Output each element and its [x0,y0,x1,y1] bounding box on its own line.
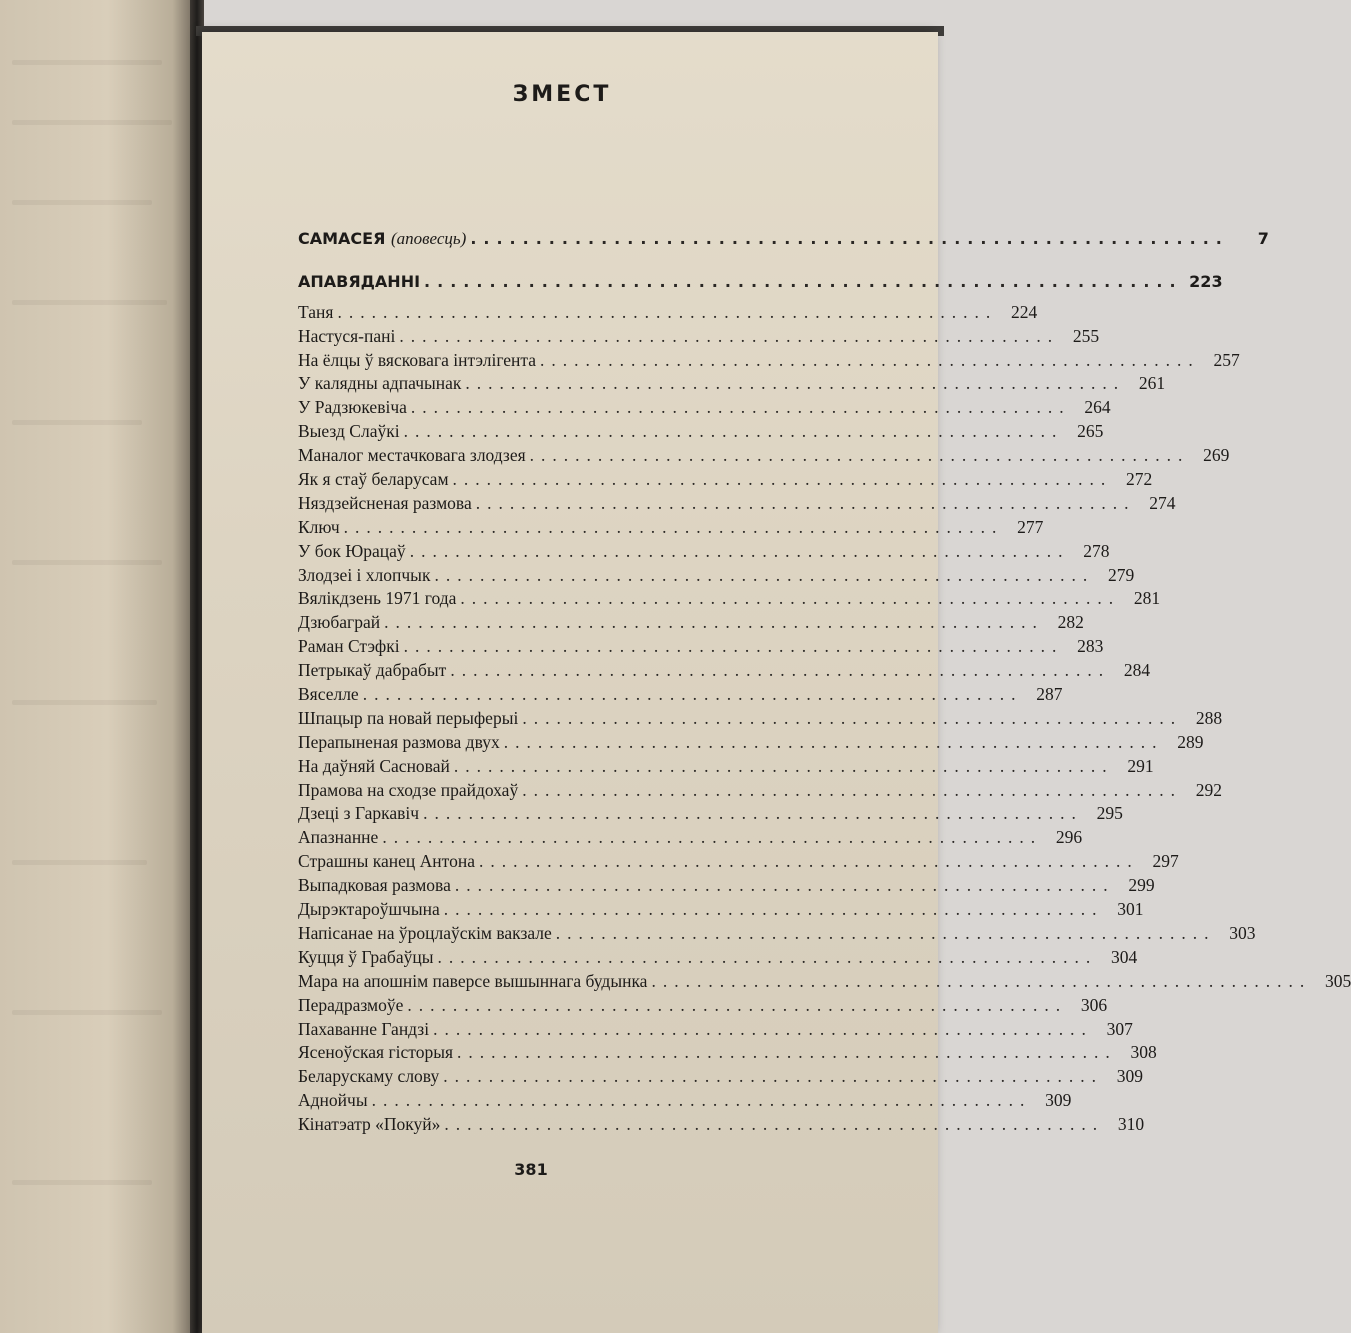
entry-page: 307 [1106,1018,1133,1039]
entry-title: Вялікдзень 1971 года [298,588,457,609]
section-page: 223 [1189,271,1223,291]
toc-entry-row [298,1089,1072,1113]
toc-entry-row [298,802,1123,826]
entry-title: Дырэктароўшчына [298,899,440,920]
entry-page: 284 [1123,660,1151,681]
entry-title: Ключ [298,516,340,537]
leader-dots: .......................................................... [433,1018,1093,1039]
entry-title: Выпадковая размова [298,875,451,896]
leader-dots: .......................................................... [423,803,1083,824]
entry-title: Напісанае на ўроцлаўскім вакзале [298,922,552,943]
entry-title: Шпацыр па новай перыферыі [298,707,519,728]
entry-title: Мара на апошнім паверсе вышыннага будынка [298,970,648,991]
leader-dots: .......................................................... [437,946,1098,967]
entry-title: У калядны адпачынак [298,373,462,394]
entry-title: Злодзеі і хлопчык [298,564,431,585]
leader-dots: .......................................................... [443,899,1104,920]
leader-dots: .......................................................... [478,851,1139,872]
toc-entry-row [298,826,1083,850]
leader-dots: .......................................................... [540,349,1200,370]
entry-title: Дзюбаграй [298,612,381,633]
leader-dots: .......................................................... [529,445,1190,466]
entry-page: 255 [1072,325,1100,346]
entry-page: 304 [1110,946,1138,967]
entry-title: Страшны канец Антона [298,851,475,872]
entry-title: Куцця ў Грабаўцы [298,946,434,967]
leader-dots: .......................................................... [460,588,1121,609]
entry-page: 306 [1080,994,1108,1015]
leader-dots: .......................................................... [403,636,1064,657]
entry-title: Няздзейсненая размова [298,492,472,513]
entry-title: Беларускаму слову [298,1066,440,1087]
entry-title: Апазнанне [298,827,379,848]
entry-page: 269 [1203,445,1230,466]
entry-title: На даўняй Сасновай [298,755,450,776]
entry-page: 301 [1117,899,1144,920]
leader-dots: .......................................................... [522,779,1182,800]
entry-page: 309 [1116,1066,1143,1087]
leader-dots: .......................................................... [407,994,1068,1015]
leader-dots: .......................................................... [470,229,1229,248]
entry-page: 289 [1177,731,1204,752]
table-of-contents [298,82,1351,1137]
leader-dots: .......................................................... [452,469,1113,490]
toc-section-row [298,227,1269,251]
toc-entry-row [298,444,1230,468]
entry-page: 299 [1128,875,1155,896]
entry-title: Кінатэатр «Покуй» [298,1114,441,1135]
leader-dots: .......................................................... [434,564,1095,585]
section-label: АПАВЯДАННІ [298,271,421,291]
leader-dots: .......................................................... [555,922,1216,943]
entry-title: Аднойчы [298,1090,368,1111]
entry-page: 292 [1195,779,1222,800]
entry-title: Ясеноўская гісторыя [298,1042,454,1063]
entry-title: Пахаванне Гандзі [298,1018,430,1039]
toc-entry-row [298,970,1351,994]
leader-dots: .......................................................... [384,612,1044,633]
leader-dots: .......................................................... [475,492,1136,513]
toc-entries [298,301,1351,1137]
entry-title: Петрыкаў дабрабыт [298,660,447,681]
toc-entry-row [298,587,1161,611]
toc-entry-row [298,492,1176,516]
entry-title: Вяселле [298,684,359,705]
toc-entry-row [298,683,1063,707]
entry-page: 281 [1133,588,1161,609]
entry-page: 282 [1057,612,1084,633]
toc-entry-row [298,1065,1143,1089]
toc-entry-row [298,922,1256,946]
toc-entry-row [298,874,1155,898]
toc-entry-row [298,349,1240,373]
toc-title: ЗМЕСТ [512,82,612,107]
leader-dots: .......................................................... [450,660,1111,681]
toc-entry-row [298,731,1204,755]
entry-title: На ёлцы ў вясковага інтэлігента [298,349,537,370]
toc-entry-row [298,468,1153,492]
page-number: 381 [514,1160,548,1179]
leader-dots: .......................................................... [457,1042,1117,1063]
leader-dots: .......................................................... [382,827,1043,848]
toc-entry-row [298,1018,1133,1042]
entry-page: 287 [1036,684,1063,705]
entry-title: Прамова на сходзе прайдохаў [298,779,519,800]
leader-dots: .......................................................... [424,271,1183,291]
entry-title: У бок Юрацаў [298,540,406,561]
toc-entry-row [298,755,1154,779]
toc-entry-row [298,707,1223,731]
toc-entry-row [298,779,1222,803]
section-label: САМАСЕЯ [298,229,386,248]
leader-dots: .......................................................... [443,1066,1103,1087]
toc-entry-row [298,611,1084,635]
toc-entry-row [298,372,1166,396]
toc-entry-row [298,659,1151,683]
entry-title: Перадразмоўе [298,994,404,1015]
entry-page: 277 [1017,516,1044,537]
leader-dots: .......................................................... [409,540,1070,561]
entry-page: 272 [1126,469,1153,490]
entry-title: Дзеці з Гаркавіч [298,803,420,824]
leader-dots: .......................................................... [522,707,1183,728]
entry-page: 257 [1213,349,1240,370]
leader-dots: .......................................................... [410,397,1071,418]
entry-page: 288 [1195,707,1223,728]
entry-page: 224 [1010,301,1038,322]
leader-dots: .......................................................... [453,755,1114,776]
entry-page: 291 [1127,755,1154,776]
leader-dots: .......................................................... [454,875,1115,896]
section-note: (аповесць) [391,229,467,248]
toc-entry-row [298,516,1044,540]
toc-entry-row [298,946,1138,970]
toc-section-row [298,270,1223,294]
toc-entry-row [298,1113,1145,1137]
entry-page: 310 [1117,1114,1145,1135]
leader-dots: .......................................................... [362,684,1023,705]
entry-page: 295 [1096,803,1123,824]
toc-entry-row [298,301,1038,325]
leader-dots: .......................................................... [465,373,1126,394]
left-page [0,0,196,1333]
entry-title: Настуся-пані [298,325,396,346]
entry-page: 283 [1077,636,1104,657]
leader-dots: .......................................................... [371,1090,1032,1111]
entry-page: 274 [1149,492,1176,513]
entry-title: Раман Стэфкі [298,636,400,657]
toc-entry-row [298,850,1179,874]
entry-page: 278 [1083,540,1110,561]
leader-dots: .......................................................... [444,1114,1105,1135]
entry-page: 265 [1077,421,1104,442]
entry-page: 261 [1138,373,1166,394]
toc-entry-row [298,420,1104,444]
entry-title: Як я стаў беларусам [298,469,449,490]
entry-page: 308 [1130,1042,1157,1063]
leader-dots: .......................................................... [337,301,998,322]
toc-entry-row [298,635,1104,659]
toc-entry-row [298,325,1100,349]
entry-page: 303 [1229,922,1256,943]
entry-page: 296 [1055,827,1083,848]
entry-title: Таня [298,301,334,322]
leader-dots: .......................................................... [651,970,1312,991]
leader-dots: .......................................................... [503,731,1164,752]
entry-page: 305 [1324,970,1351,991]
toc-entry-row [298,564,1135,588]
entry-title: У Радзюкевіча [298,397,407,418]
toc-entry-row [298,898,1144,922]
toc-entry-row [298,540,1110,564]
section-page: 7 [1257,229,1269,248]
leader-dots: .......................................................... [399,325,1060,346]
entry-page: 264 [1084,397,1111,418]
entry-page: 279 [1107,564,1135,585]
entry-title: Маналог местачковага злодзея [298,445,526,466]
entry-page: 309 [1045,1090,1072,1111]
entry-title: Перапыненая размова двух [298,731,500,752]
toc-entry-row [298,994,1108,1018]
toc-entry-row [298,396,1111,420]
leader-dots: .......................................................... [403,421,1064,442]
leader-dots: .......................................................... [343,516,1004,537]
toc-entry-row [298,1041,1157,1065]
entry-page: 297 [1152,851,1179,872]
entry-title: Выезд Слаўкі [298,421,400,442]
